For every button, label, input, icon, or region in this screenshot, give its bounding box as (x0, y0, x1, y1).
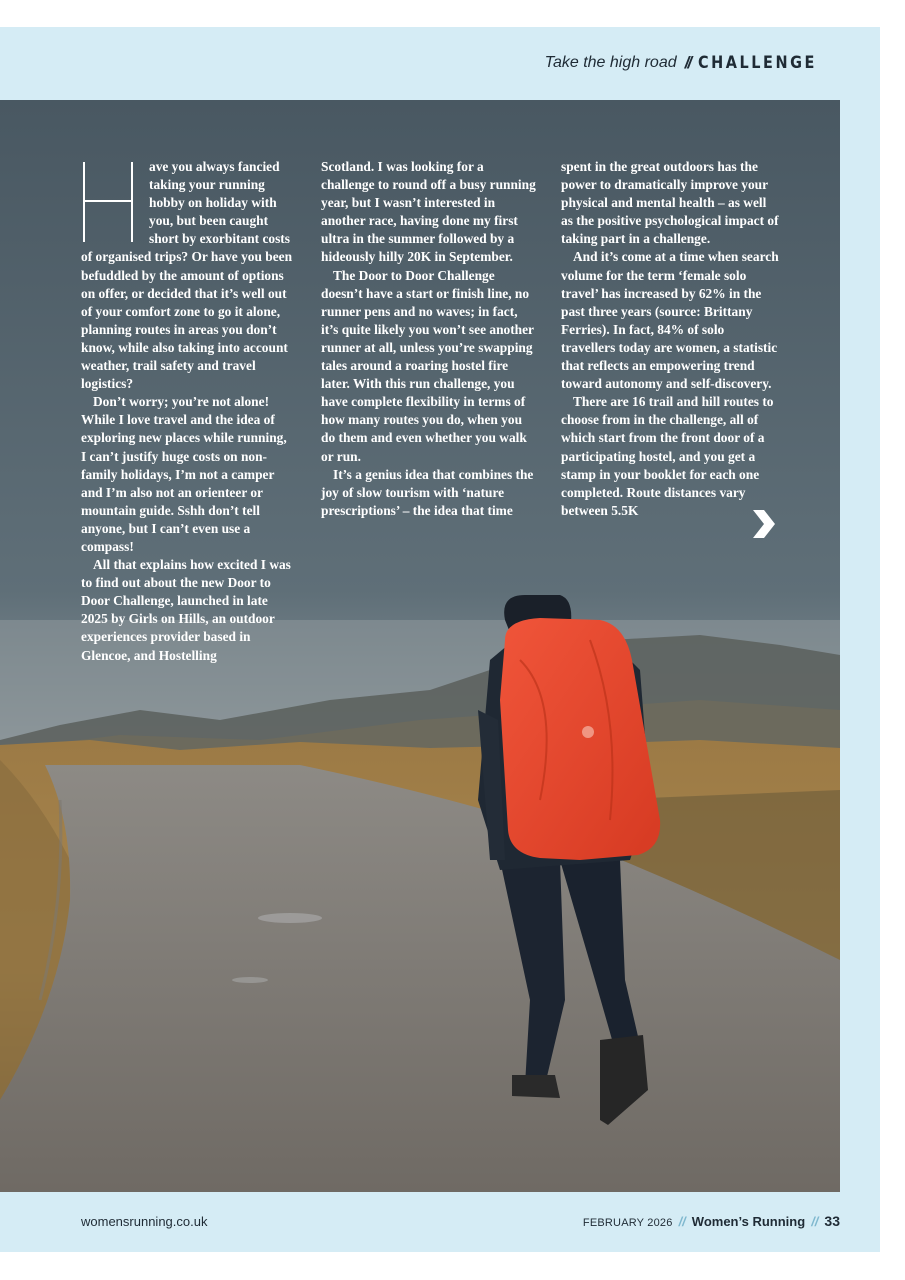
paragraph: spent in the great outdoors has the power to dramatically improve your physical and mental health – as well as the positive psychological impact of taking part in a challenge. (561, 159, 779, 247)
paragraph: Scotland. I was looking for a challenge to round off a busy running year, but I wasn’t interested in another race, having done my first ultra in the summer followed by a hideously hilly 20K in September. (321, 159, 536, 265)
paragraph: There are 16 trail and hill routes to choose from in the challenge, all of which start from the front door of a participating hostel, and you get a stamp in your booklet for each one completed. Route distances vary between 5.5K (561, 394, 774, 518)
page-footer (0, 1192, 880, 1252)
running-head-section: Take the high road (544, 54, 677, 71)
footer-date: FEBRUARY 2026 (582, 1217, 673, 1229)
chevron-right-icon (751, 508, 777, 540)
paragraph: Don’t worry; you’re not alone! While I love travel and the idea of exploring new places while running, I can’t justify huge costs on non-family holidays, I’m not a camper and I’m also not an orienteer or mountain guide. Sshh don’t tell anyone, but I can’t even use a compass! (81, 394, 287, 554)
paragraph: All that explains how excited I was to find out about the new Door to Door Challenge, launched in late 2025 by Girls on Hills, an outdoor experiences provider based in Glencoe, and Hostelling (81, 557, 291, 663)
paragraph: And it’s come at a time when search volume for the term ‘female solo travel’ has increased by 62% in the past three years (source: Brittany Ferries). In fact, 84% of solo travellers today are women, a statistic that reflects an empowering trend toward autonomy and self-discovery. (561, 249, 779, 392)
footer-magazine-name: Women’s Running (691, 1214, 806, 1229)
article-column-2 (321, 158, 537, 520)
paragraph: ave you always fancied taking your running hobby on holiday with you, but been caught short by exorbitant costs of organised trips? Or have you been befuddled by the amount of options on offer, or decided that it’s well out of your comfort zone to go it alone, planning routes in areas you don’t know, while also taking into account weather, trail safety and travel logistics? (81, 159, 293, 392)
footer-separator: // (678, 1214, 686, 1229)
running-head-separator: // (684, 53, 691, 72)
running-head (545, 50, 838, 76)
page-number: 33 (824, 1213, 840, 1229)
running-head-category: CHALLENGE (698, 53, 818, 73)
paragraph: The Door to Door Challenge doesn’t have a start or finish line, no runner pens and no waves; in fact, it’s quite likely you won’t see another runner at all, unless you’re swapping tales around a roaring hostel fire later. With this run challenge, you have complete flexibility in terms of how many routes you do, when you do them and even whether you walk or run. (321, 267, 534, 464)
article-column-1 (81, 158, 293, 665)
paragraph: It’s a genius idea that combines the joy of slow tourism with ‘nature prescriptions’ – the idea that time (321, 466, 534, 518)
footer-separator: // (811, 1214, 819, 1229)
footer-url[interactable]: womensrunning.co.uk (81, 1214, 208, 1229)
drop-cap (81, 160, 137, 244)
footer-folio (583, 1213, 840, 1229)
article-column-3 (561, 158, 779, 520)
